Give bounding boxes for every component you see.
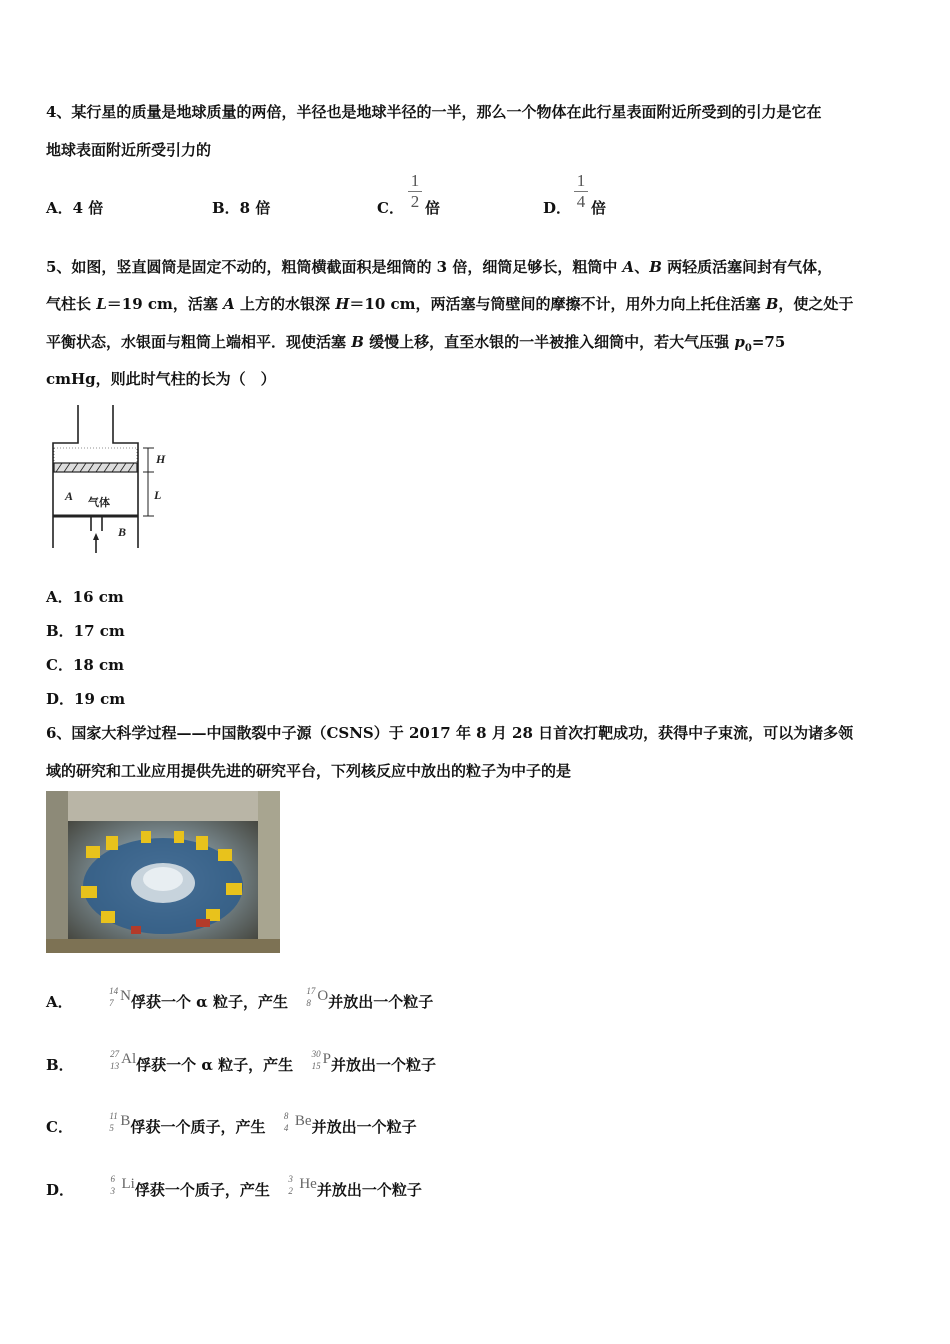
- q6-option-b: [46, 1049, 436, 1075]
- text-run: 5、如图，竖直圆筒是固定不动的，粗筒横截面积是细筒的 3 倍，细筒足够长，粗筒中: [46, 258, 623, 276]
- atomic-number: 5: [109, 1123, 114, 1133]
- option-label: A．: [46, 993, 73, 1011]
- q4-option-d-fraction: [574, 172, 588, 211]
- text-run: 气柱长: [46, 295, 97, 313]
- piston-a: [54, 463, 137, 472]
- label-gas: 气体: [88, 496, 110, 509]
- q4-text-line1: 4、某行星的质量是地球质量的两倍，半径也是地球半径的一半，那么一个物体在此行星表面附近所受到的引力是它在: [46, 103, 822, 121]
- nuclide-he3: [288, 1174, 317, 1200]
- nuclide-li6: [110, 1174, 135, 1200]
- nuclide-p30: [311, 1049, 331, 1075]
- element-symbol: O: [317, 988, 329, 1004]
- atomic-number: 8: [306, 998, 311, 1008]
- atomic-number: 15: [311, 1061, 321, 1071]
- element-symbol: He: [299, 1176, 317, 1192]
- q4-option-c-unit: 倍: [425, 199, 441, 217]
- option-text: 俘获一个质子，产生: [130, 1118, 266, 1136]
- q4-text-line2: 地球表面附近所受引力的: [46, 141, 212, 159]
- text-run: 上方的水银深: [234, 295, 336, 313]
- q4-option-d: D．: [543, 199, 572, 217]
- element-symbol: Al: [121, 1051, 137, 1067]
- var-A: A: [223, 295, 235, 313]
- text-run: ，使之处于: [778, 295, 854, 313]
- fraction-numerator: 1: [410, 171, 420, 190]
- mass-number: 6: [110, 1174, 115, 1184]
- option-text: 并放出一个粒子: [311, 1118, 417, 1136]
- push-arrow-head: [93, 533, 99, 540]
- q6-option-a: [46, 986, 434, 1012]
- element-symbol: Be: [294, 1113, 312, 1129]
- option-text: 俘获一个质子，产生: [134, 1181, 270, 1199]
- nuclide-al27: [110, 1049, 137, 1075]
- nuclide-n14: [109, 986, 131, 1012]
- q5-option-c: C．18 cm: [46, 656, 125, 674]
- option-label: D．: [46, 1181, 75, 1199]
- atomic-number: 3: [110, 1186, 115, 1196]
- nuclide-o17: [306, 986, 329, 1012]
- var-B: B: [765, 295, 779, 313]
- var-H: H: [335, 295, 350, 313]
- var-L: L: [96, 295, 107, 313]
- q5-text-line3: [46, 332, 785, 359]
- q6-option-c: [46, 1111, 417, 1137]
- text-run: ＝10 cm，两活塞与筒壁间的摩擦不计，用外力向上托住活塞: [349, 295, 766, 313]
- option-text: 并放出一个粒子: [330, 1056, 436, 1074]
- mass-number: 14: [109, 986, 119, 996]
- fraction-numerator: 1: [576, 171, 586, 190]
- text-run: 平衡状态，水银面与粗筒上端相平．现使活塞: [46, 333, 352, 351]
- q5-option-d: D．19 cm: [46, 690, 126, 708]
- option-text: 并放出一个粒子: [316, 1181, 422, 1199]
- q5-text-line1: [46, 257, 832, 277]
- cylinder-diagram: [46, 403, 176, 553]
- q6-option-d: [46, 1174, 422, 1200]
- q4-option-c-fraction: [408, 172, 422, 211]
- mass-number: 30: [311, 1049, 321, 1059]
- atomic-number: 7: [109, 998, 114, 1008]
- option-text: 俘获一个 α 粒子，产生: [136, 1056, 294, 1074]
- element-symbol: P: [322, 1051, 331, 1067]
- nuclide-b11: [109, 1111, 131, 1137]
- element-symbol: Li: [121, 1176, 135, 1192]
- element-symbol: N: [120, 988, 131, 1004]
- label-l: L: [154, 488, 162, 502]
- element-symbol: B: [120, 1113, 131, 1129]
- label-b: B: [118, 525, 127, 539]
- option-text: 俘获一个 α 粒子，产生: [130, 993, 288, 1011]
- option-label: B．: [46, 1056, 74, 1074]
- mass-number: 3: [288, 1174, 293, 1184]
- label-a: A: [65, 489, 74, 503]
- q4-option-c: C．: [377, 199, 404, 217]
- cylinder-left-wall: [53, 405, 78, 548]
- option-text: 并放出一个粒子: [328, 993, 434, 1011]
- text-run: =75: [751, 333, 786, 351]
- q5-text-line2: [46, 294, 853, 314]
- mass-number: 17: [306, 986, 316, 996]
- text-run: 两轻质活塞间封有气体，: [661, 258, 833, 276]
- mass-number: 8: [283, 1111, 289, 1121]
- label-h: H: [156, 452, 166, 466]
- mercury-column: [54, 448, 137, 463]
- q6-text-line2: 域的研究和工业应用提供先进的研究平台，下列核反应中放出的粒子为中子的是: [46, 762, 572, 780]
- q5-option-b: B．17 cm: [46, 622, 125, 640]
- text-run: 缓慢上移，直至水银的一半被推入细筒中，若大气压强: [363, 333, 735, 351]
- text-run: 、: [634, 258, 650, 276]
- option-label: C．: [46, 1118, 73, 1136]
- atomic-number: 13: [110, 1061, 120, 1071]
- var-A: A: [622, 258, 635, 276]
- atomic-number: 4: [283, 1123, 289, 1133]
- nuclide-be8: [283, 1111, 312, 1137]
- q5-option-a: A．16 cm: [46, 588, 124, 606]
- var-p: p: [734, 333, 745, 351]
- fraction-denominator: 4: [576, 192, 586, 211]
- text-run: ＝19 cm，活塞: [106, 295, 224, 313]
- q4-option-b: B．8 倍: [212, 199, 271, 217]
- q6-text-line1: 6、国家大科学过程——中国散裂中子源（CSNS）于 2017 年 8 月 28 日首次打靶成功，获得中子束流，可以为诸多领: [46, 724, 854, 742]
- csns-facility-photo: [46, 791, 280, 953]
- atomic-number: 2: [288, 1186, 293, 1196]
- mass-number: 11: [109, 1111, 118, 1121]
- q5-text-line4: cmHg，则此时气柱的长为（ ）: [46, 370, 276, 388]
- q4-option-a: A．4 倍: [46, 199, 104, 217]
- subscript-zero: 0: [744, 343, 752, 354]
- var-B: B: [649, 258, 662, 276]
- fraction-denominator: 2: [410, 192, 420, 211]
- mass-number: 27: [110, 1049, 120, 1059]
- var-B: B: [351, 333, 364, 351]
- q4-option-d-unit: 倍: [591, 199, 607, 217]
